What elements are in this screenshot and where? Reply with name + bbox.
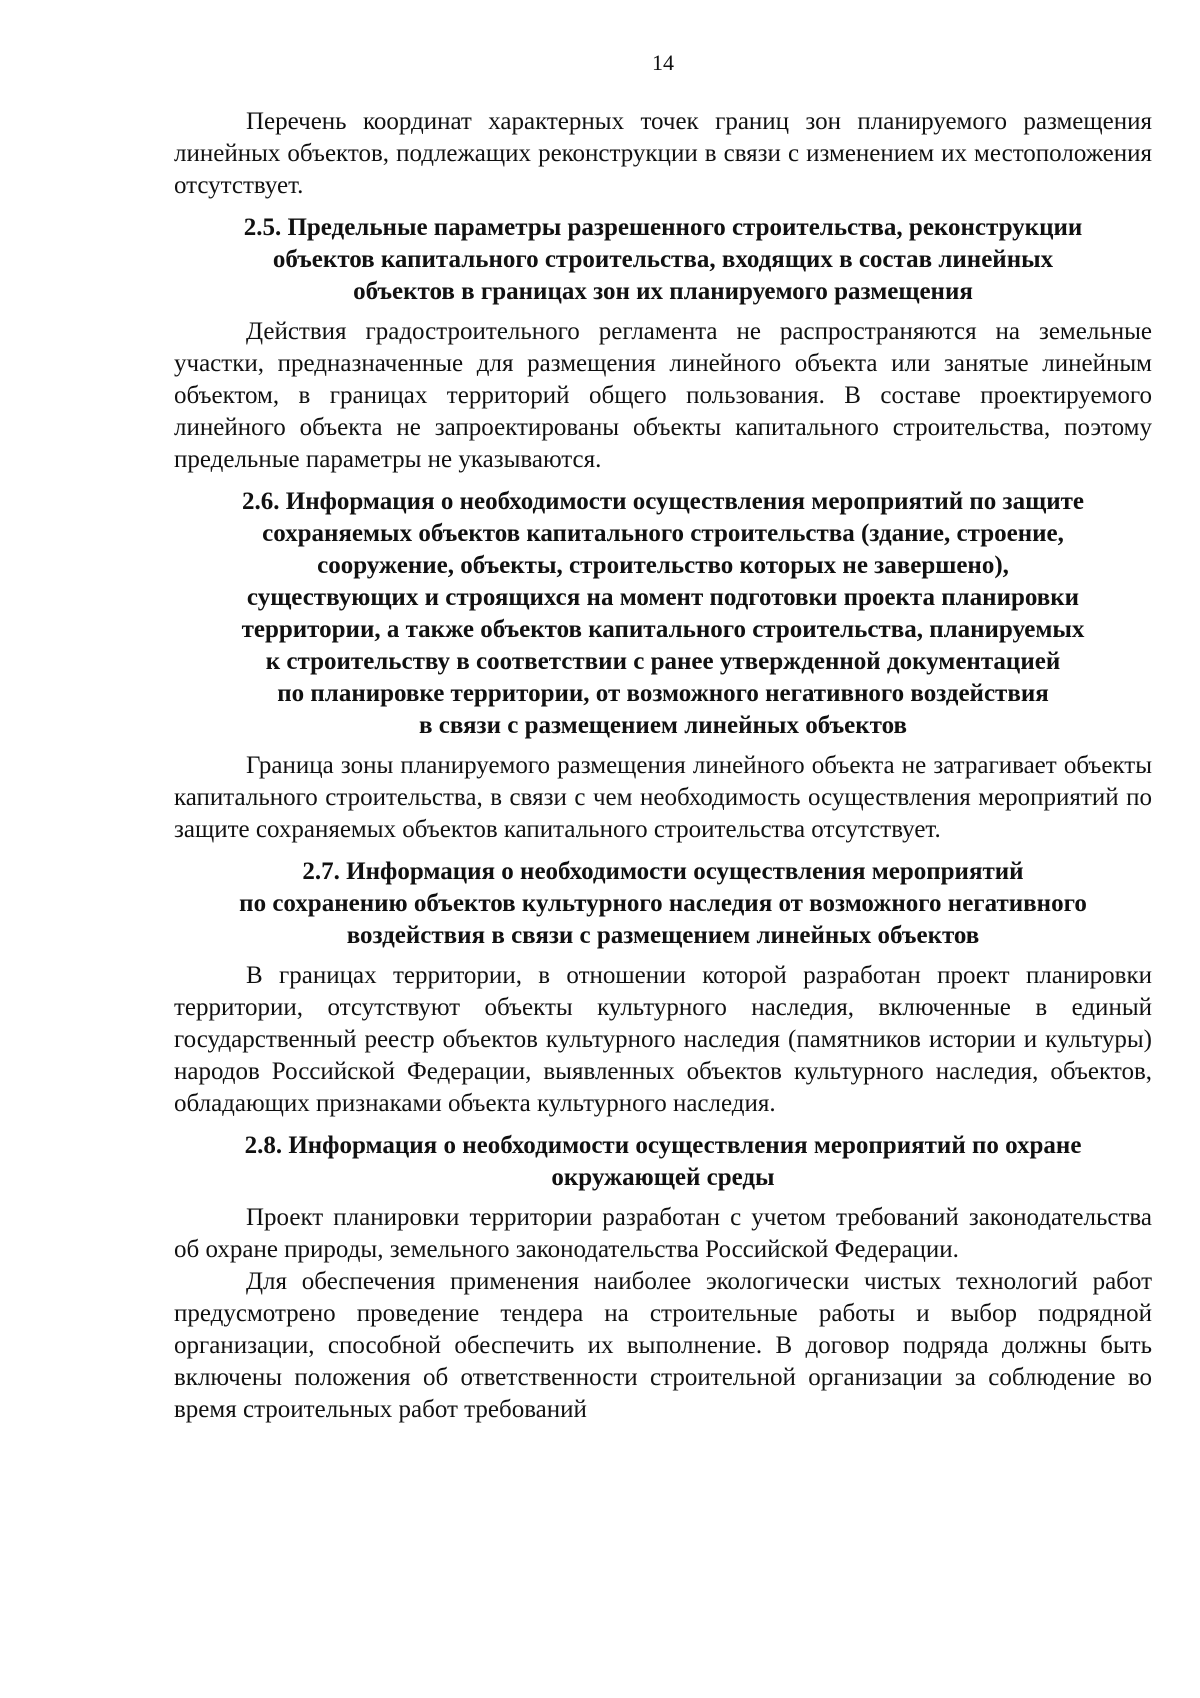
section-2-6: [174, 486, 1152, 846]
heading-line: по планировке территории, от возможного негативного воздействия: [277, 680, 1049, 707]
section-heading: [174, 486, 1152, 742]
page-number: 14: [652, 50, 674, 75]
heading-line: сооружение, объекты, строительство которых не завершено),: [317, 552, 1009, 579]
heading-line: 2.6. Информация о необходимости осуществления мероприятий по защите: [242, 488, 1084, 515]
section-paragraph: Для обеспечения применения наиболее экологически чистых технологий работ предусмотрено проведение тендера на строительные работы и выбор подрядной организации, способной обеспечить их выполнение. В договор подряда должны быть включены положения об ответственности строительной организации за соблюдение во время строительных работ требований: [174, 1268, 1152, 1423]
heading-line: воздействия в связи с размещением линейных объектов: [346, 922, 980, 949]
heading-line: к строительству в соответствии с ранее утвержденной документацией: [265, 648, 1061, 675]
heading-line: объектов капитального строительства, входящих в состав линейных: [272, 246, 1054, 273]
heading-line: существующих и строящихся на момент подготовки проекта планировки: [246, 584, 1080, 611]
intro-paragraph: Перечень координат характерных точек границ зон планируемого размещения линейных объектов, подлежащих реконструкции в связи с изменением их местоположения отсутствует.: [174, 108, 1152, 199]
heading-line: 2.7. Информация о необходимости осуществления мероприятий: [302, 858, 1024, 885]
document-page: [174, 50, 1152, 1430]
heading-line: 2.8. Информация о необходимости осуществления мероприятий по охране: [244, 1132, 1082, 1159]
section-paragraph: Проект планировки территории разработан с учетом требований законодательства об охране природы, земельного законодательства Российской Федерации.: [174, 1204, 1152, 1263]
section-2-5: [174, 212, 1152, 476]
section-paragraph: Граница зоны планируемого размещения линейного объекта не затрагивает объекты капитального строительства, в связи с чем необходимость осуществления мероприятий по защите сохраняемых объектов капитального строительства отсутствует.: [174, 752, 1152, 843]
section-heading: [174, 1130, 1152, 1194]
heading-line: по сохранению объектов культурного наследия от возможного негативного: [239, 890, 1087, 917]
section-paragraph: Действия градостроительного регламента не распространяются на земельные участки, предназначенные для размещения линейного объекта или занятые линейным объектом, в границах территорий общего пользования. В составе проектируемого линейного объекта не запроектированы объекты капитального строительства, поэтому предельные параметры не указываются.: [174, 318, 1152, 473]
section-heading: [174, 856, 1152, 952]
heading-line: сохраняемых объектов капитального строительства (здание, строение,: [262, 520, 1064, 547]
heading-line: 2.5. Предельные параметры разрешенного строительства, реконструкции: [243, 214, 1083, 241]
heading-line: в связи с размещением линейных объектов: [419, 712, 907, 739]
section-paragraph: В границах территории, в отношении которой разработан проект планировки территории, отсутствуют объекты культурного наследия, включенные в единый государственный реестр объектов культурного наследия (памятников истории и культуры) народов Российской Федерации, выявленных объектов культурного наследия, объектов, обладающих признаками объекта культурного наследия.: [174, 962, 1152, 1117]
section-2-8: [174, 1130, 1152, 1426]
section-2-7: [174, 856, 1152, 1120]
section-heading: [174, 212, 1152, 308]
heading-line: территории, а также объектов капитального строительства, планируемых: [241, 616, 1085, 643]
heading-line: окружающей среды: [551, 1164, 775, 1191]
heading-line: объектов в границах зон их планируемого размещения: [353, 278, 973, 305]
